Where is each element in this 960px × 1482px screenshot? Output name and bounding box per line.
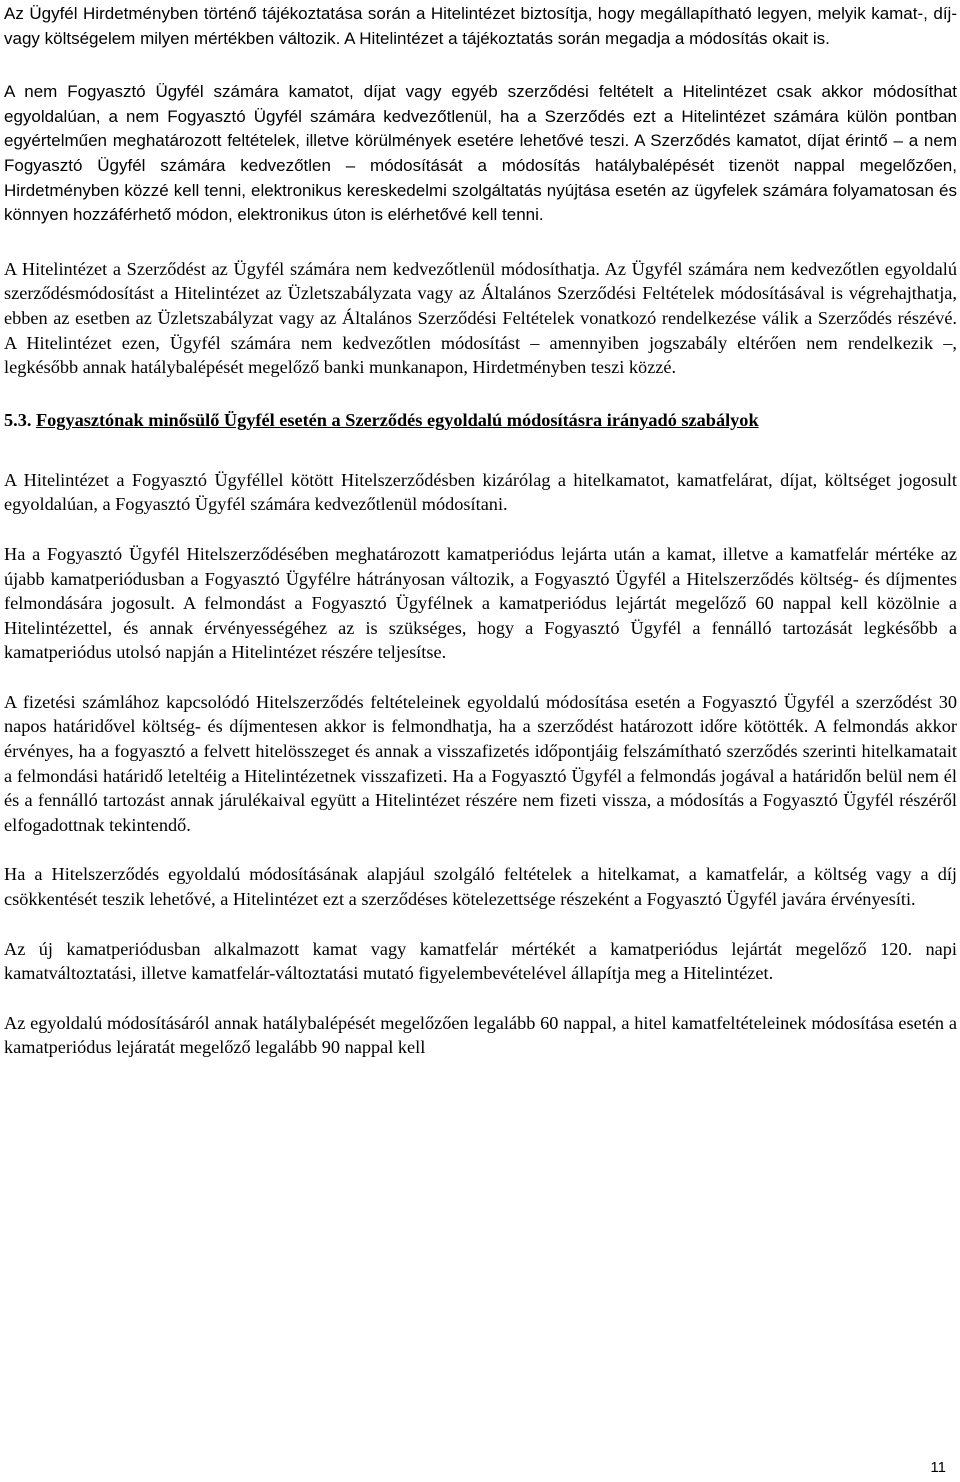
section-number: 5.3. (4, 409, 32, 430)
section-title: Fogyasztónak minősülő Ügyfél esetén a Szerződés egyoldalú módosításra irányadó szabályok (36, 409, 759, 430)
paragraph-consumer-scope: A Hitelintézet a Fogyasztó Ügyféllel kötött Hitelszerződésben kizárólag a hitelkamatot, kamatfelárat, díjat, költséget jogosult egyoldalúan, a Fogyasztó Ügyfél számára kedvezőtlenül módosítani. (4, 469, 957, 515)
paragraph-notice-deadline: Az egyoldalú módosításáról annak hatálybalépését megelőzően legalább 60 nappal, a hitel kamatfeltételeinek módosítása esetén a kamatperiódus lejáratát megelőző legalább 90 nappal kell (4, 1012, 957, 1058)
page-number: 11 (930, 1459, 946, 1476)
paragraph-payment-account-credit: A fizetési számlához kapcsolódó Hitelszerződés feltételeinek egyoldalú módosítása esetén a Fogyasztó Ügyfél a szerződést 30 napos határidővel költség- és díjmentesen akkor is felmondhatja, ha a szerződést határozott időre kötötték. A felmondás akkor érvényes, ha a fogyasztó a felvett hitelösszeget és annak a visszafizetés időpontjáig felszámítható szerződés szerinti hitelkamatait a felmondási határidő leteltéig a Hitelintézetnek visszafizeti. Ha a Fogyasztó Ügyfél a felmondás jogával a határidőn belül nem él és a fennálló tartozást annak járulékaival együtt a Hitelintézet részére nem fizeti vissza, a módosítás a Fogyasztó Ügyfél részéről elfogadottnak tekintendő. (4, 691, 957, 835)
paragraph-notice-info: Az Ügyfél Hirdetményben történő tájékoztatása során a Hitelintézet biztosítja, hogy megállapítható legyen, melyik kamat-, díj- vagy költségelem milyen mértékben változik. A Hitelintézet a tájékoztatás során megadja a módosítás okait is. (4, 4, 957, 48)
paragraph-non-consumer-modification: A nem Fogyasztó Ügyfél számára kamatot, díjat vagy egyéb szerződési feltételt a Hitelintézet csak akkor módosíthat egyoldalúan, a nem Fogyasztó Ügyfél számára kedvezőtlenül, ha a Szerződés ezt a Hitelintézet számára külön pontban egyértelműen meghatározott feltételek, illetve körülmények esetére lehetővé teszi. A Szerződés kamatot, díjat érintő – a nem Fogyasztó Ügyfél számára kedvezőtlen – módosítását a módosítás hatálybalépését tizenöt nappal megelőzően, Hirdetményben közzé kell tenni, elektronikus kereskedelmi szolgáltatás nyújtása esetén az ügyfelek számára folyamatosan és könnyen hozzáférhető módon, elektronikus úton is elérhetővé kell tenni. (4, 82, 957, 225)
paragraph-favourable-modification: A Hitelintézet a Szerződést az Ügyfél számára nem kedvezőtlenül módosíthatja. Az Ügyfél számára nem kedvezőtlen egyoldalú szerződésmódosítást a Hitelintézet az Üzletszabályzata vagy az Általános Szerződési Feltételek módosításával is végrehajthatja, ebben az esetben az Üzletszabályzat vagy az Általános Szerződési Feltételek vonatkozó rendelkezése válik a Szerződés részévé. A Hitelintézet ezen, Ügyfél számára nem kedvezőtlen módosítást – amennyiben jogszabály eltérően nem rendelkezik –, legkésőbb annak hatálybalépését megelőző banki munkanapon, Hirdetményben teszi közzé. (4, 258, 957, 378)
section-heading-5-3 (4, 407, 957, 433)
paragraph-interest-period-termination: Ha a Fogyasztó Ügyfél Hitelszerződésében meghatározott kamatperiódus lejárta után a kamat, illetve a kamatfelár mértéke az újabb kamatperiódusban a Fogyasztó Ügyfélre hátrányosan változik, a Fogyasztó Ügyfél a Hitelszerződés költség- és díjmentes felmondására jogosult. A felmondást a Fogyasztó Ügyfélnek a kamatperiódus lejártát megelőző 60 nappal kell közölnie a Hitelintézettel, és annak érvényességéhez az is szükséges, hogy a Fogyasztó Ügyfél a fennálló tartozását legkésőbb a kamatperiódus utolsó napján a Hitelintézet részére teljesítse. (4, 543, 957, 663)
document-body (4, 0, 957, 1060)
paragraph-new-interest-rate: Az új kamatperiódusban alkalmazott kamat vagy kamatfelár mértékét a kamatperiódus lejártát megelőző 120. napi kamatváltoztatási, illetve kamatfelár-változtatási mutató figyelembevételével állapítja meg a Hitelintézet. (4, 938, 957, 984)
paragraph-reduction-conditions: Ha a Hitelszerződés egyoldalú módosításának alapjául szolgáló feltételek a hitelkamat, a kamatfelár, a költség vagy a díj csökkentését teszik lehetővé, a Hitelintézet ezt a szerződéses kötelezettsége részeként a Fogyasztó Ügyfél javára érvényesíti. (4, 864, 957, 910)
